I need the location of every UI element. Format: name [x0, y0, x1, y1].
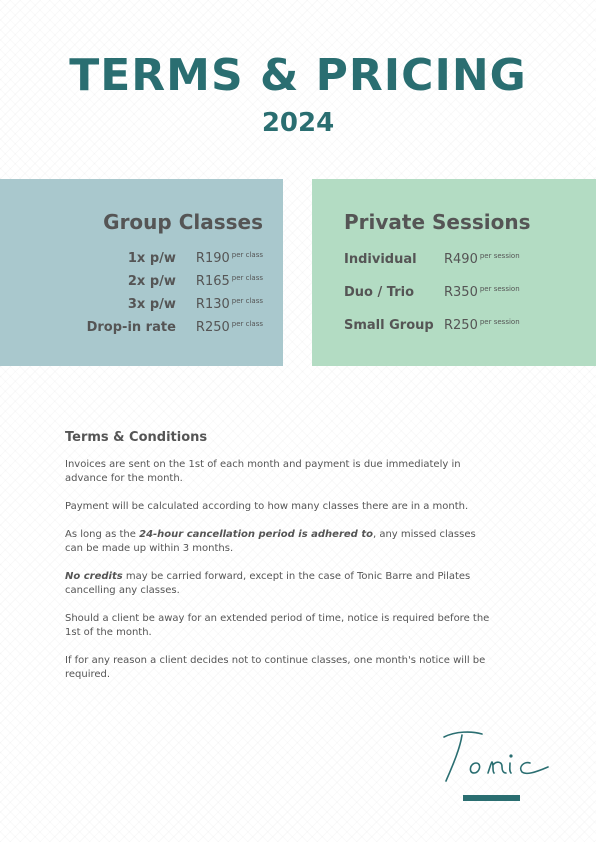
private-row-individual [344, 252, 520, 272]
private-row-unit: per session [479, 252, 520, 260]
group-classes-panel [0, 179, 283, 366]
group-row-unit: per class [231, 251, 263, 259]
private-row-unit: per session [479, 285, 520, 293]
logo-underline-bar [463, 795, 520, 801]
group-row-unit: per class [231, 297, 263, 305]
group-row-price: R165 [195, 274, 230, 289]
private-sessions-heading: Private Sessions [344, 210, 531, 234]
page-year: 2024 [261, 108, 335, 138]
terms-paragraph-invoices: Invoices are sent on the 1st of each month and payment is due immediately in advance for the month. [65, 459, 461, 484]
private-row-label: Individual [344, 252, 417, 267]
private-row-label: Duo / Trio [344, 285, 415, 300]
group-row-price: R250 [195, 320, 230, 335]
private-sessions-panel [312, 179, 596, 366]
group-row-3x [84, 297, 263, 317]
group-row-2x [84, 274, 263, 294]
group-row-unit: per class [231, 320, 263, 328]
terms-paragraph-away: Should a client be away for an extended period of time, notice is required before the 1st of the month. [65, 613, 490, 638]
group-classes-heading: Group Classes [103, 210, 263, 234]
terms-text: may be carried forward, except in the case of Tonic Barre and Pilates cancelling any classes. [65, 571, 471, 596]
terms-text: , any missed classes can be made up within 3 months. [65, 529, 476, 554]
terms-paragraph-payment: Payment will be calculated according to how many classes there are in a month. [65, 501, 469, 512]
group-row-label: 2x p/w [127, 274, 176, 289]
page-title: TERMS & PRICING [69, 50, 527, 101]
private-row-price: R250 [444, 318, 478, 333]
group-row-label: 1x p/w [127, 251, 176, 266]
group-row-1x [84, 251, 263, 271]
private-row-unit: per session [479, 318, 520, 326]
private-row-price: R350 [444, 285, 478, 300]
group-row-price: R130 [195, 297, 230, 312]
terms-heading: Terms & Conditions [65, 430, 208, 445]
group-row-price: R190 [195, 251, 230, 266]
terms-emphasis: No credits [65, 571, 123, 582]
group-row-label: Drop-in rate [86, 320, 176, 335]
group-row-unit: per class [231, 274, 263, 282]
private-row-label: Small Group [344, 318, 434, 333]
private-row-price: R490 [444, 252, 478, 267]
terms-text: As long as the [65, 529, 140, 540]
tonic-logo [438, 725, 558, 785]
private-row-small-group [344, 318, 520, 338]
terms-emphasis: 24-hour cancellation period is adhered to [139, 529, 373, 540]
terms-paragraph-cancellation [65, 528, 490, 556]
private-row-duo-trio [344, 285, 520, 305]
group-row-dropin [84, 320, 263, 340]
terms-paragraph-credits [65, 570, 490, 598]
group-row-label: 3x p/w [127, 297, 176, 312]
terms-paragraph-notice: If for any reason a client decides not to continue classes, one month's notice will be required. [65, 655, 486, 680]
